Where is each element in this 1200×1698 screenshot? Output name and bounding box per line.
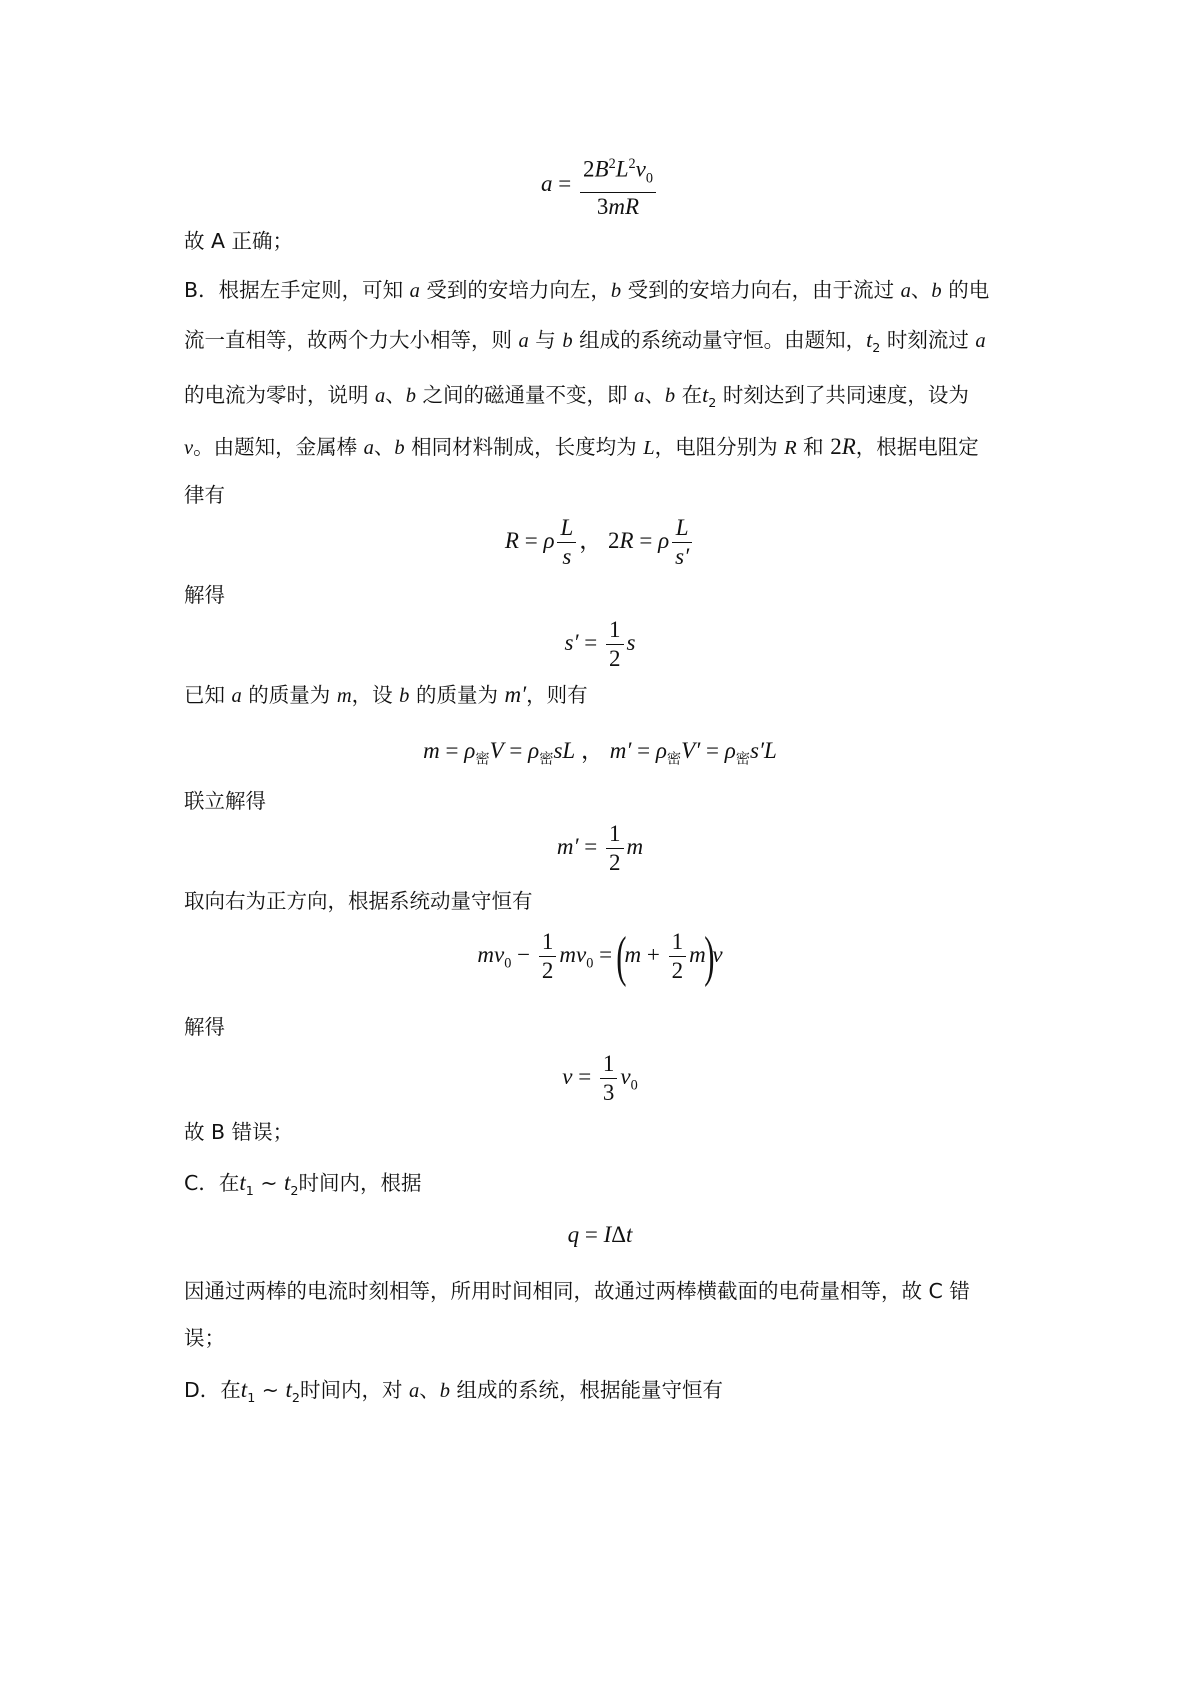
equation-mass: $m = \rho_密V = \rho_密sL$ ， $m' = \rho_密V' = \rho_密s'L$: [423, 738, 777, 768]
text-line: v。由题知，金属棒 a、b 相同材料制成，长度均为 L，电阻分别为 R 和 2R，根据电阻定: [184, 434, 979, 459]
text-line: 解得: [184, 1015, 225, 1039]
text-line: 流一直相等，故两个力大小相等，则 a 与 b 组成的系统动量守恒。由题知，$t_2$ 时刻流过 a: [184, 327, 986, 356]
text-line: 律有: [184, 483, 225, 507]
text-line: 故 B 错误；: [184, 1120, 294, 1144]
text-line: 因通过两棒的电流时刻相等，所用时间相同，故通过两棒横截面的电荷量相等，故 C 错: [184, 1279, 970, 1303]
equation-resistance: R = ρ $\frac{L}{s}$ ， 2R = ρ $\frac{L}{s'}$: [0, 514, 1200, 571]
text-line: C．在$t_1$ ~ $t_2$时间内，根据: [184, 1170, 422, 1199]
equation-momentum: $mv_0$ − $\frac{1}{2}$ $mv_0 = (m$ + $\frac{1}{2}$ m)v: [477, 925, 723, 988]
equation-charge: q = IΔt: [567, 1222, 633, 1247]
text-line: D．在$t_1$ ~ $t_2$时间内，对 a、b 组成的系统，根据能量守恒有: [184, 1377, 724, 1406]
text-line: 已知 a 的质量为 m，设 b 的质量为 m′，则有: [184, 682, 588, 707]
equation-mass-ratio: m′ = $\frac{1}{2}$ m: [556, 821, 644, 875]
text-line: 联立解得: [184, 789, 266, 813]
equation-area: s′ = $\frac{1}{2}$ s: [564, 617, 636, 671]
text-line: 误；: [184, 1326, 225, 1350]
text-line: B．根据左手定则，可知 a 受到的安培力向左，b 受到的安培力向右，由于流过 a、b 的电: [184, 278, 990, 302]
text-line: 故 A 正确；: [184, 229, 294, 253]
text-line: 取向右为正方向，根据系统动量守恒有: [184, 889, 533, 913]
text-line: 解得: [184, 583, 225, 607]
text-line: 的电流为零时，说明 a、b 之间的磁通量不变，即 a、b 在$t_2$ 时刻达到了共同速度，设为: [184, 382, 969, 411]
equation-acceleration: a = $\frac{2B^2L^2v_0}{3mR}$: [0, 150, 1200, 221]
equation-velocity: v = $\frac{1}{3}$ $v_0$: [562, 1051, 638, 1105]
